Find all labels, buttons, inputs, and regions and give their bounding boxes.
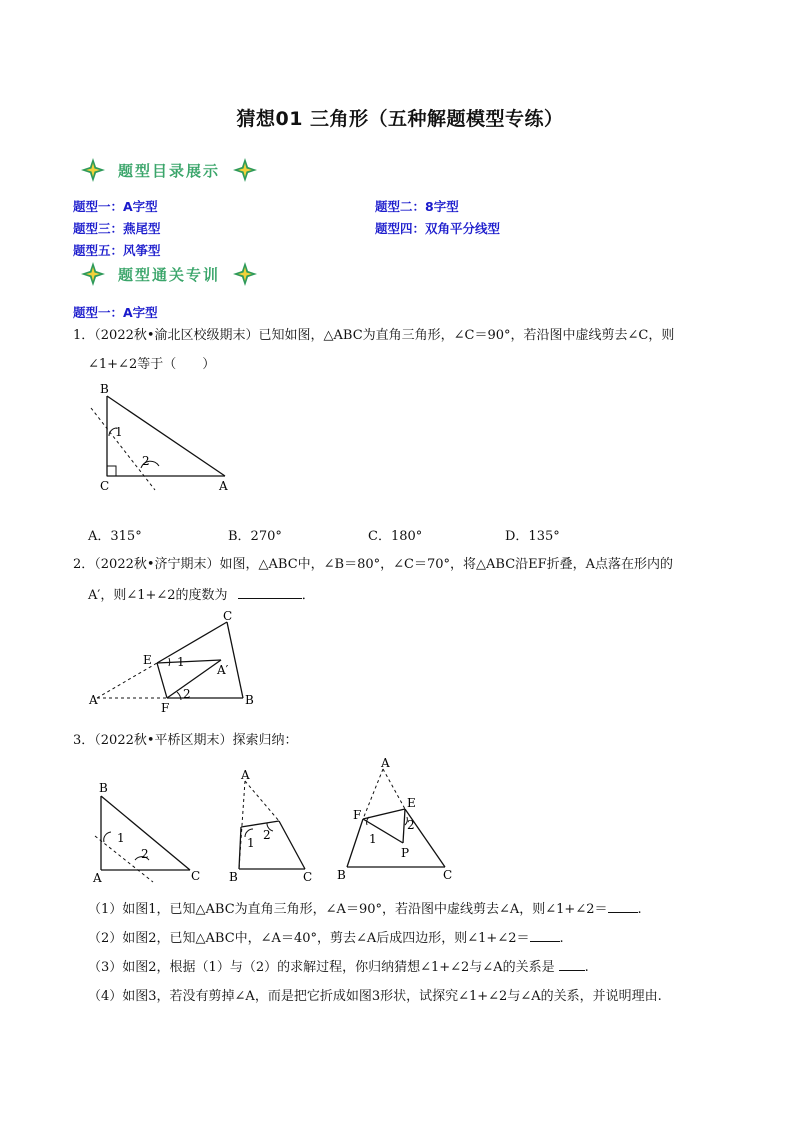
label-B: B xyxy=(99,781,108,795)
answer-blank[interactable] xyxy=(559,958,585,971)
label-B: B xyxy=(100,382,109,396)
toc-item-2[interactable]: 题型二：8字型 xyxy=(375,199,459,214)
q3-figure-2 xyxy=(225,765,325,883)
label-A: A xyxy=(381,756,390,770)
label-F: F xyxy=(353,808,362,822)
toc-item-3[interactable]: 题型三：燕尾型 xyxy=(73,221,161,236)
angle-2-label: 2 xyxy=(263,828,271,842)
label-A-prime: A′ xyxy=(217,663,229,677)
q2-figure xyxy=(85,608,275,716)
section-heading: 题型一：A字型 xyxy=(73,305,158,320)
page-title: 猜想01 三角形（五种解题模型专练） xyxy=(236,108,564,130)
question-text-end: . xyxy=(584,960,589,975)
question-1-line-1 xyxy=(73,327,674,345)
toc-banner xyxy=(80,157,258,183)
sparkle-icon xyxy=(232,157,258,183)
label-E: E xyxy=(143,653,152,667)
answer-blank[interactable] xyxy=(238,586,302,599)
drill-banner-label: 题型通关专训 xyxy=(118,265,221,284)
toc-item-1[interactable]: 题型一：A字型 xyxy=(73,199,158,214)
angle-2-label: 2 xyxy=(183,687,191,701)
label-C: C xyxy=(443,868,453,882)
question-3-part-2 xyxy=(88,929,564,948)
angle-2-label: 2 xyxy=(142,454,150,468)
angle-2-label: 2 xyxy=(141,847,149,861)
question-number: 3． xyxy=(73,733,95,748)
angle-1-label: 1 xyxy=(369,832,377,846)
label-P: P xyxy=(401,846,410,860)
label-F: F xyxy=(161,701,170,715)
sparkle-icon xyxy=(80,261,106,287)
label-A: A xyxy=(93,871,102,883)
label-A: A xyxy=(219,479,228,493)
angle-1-label: 1 xyxy=(247,836,255,850)
angle-2-label: 2 xyxy=(407,818,415,832)
answer-blank[interactable] xyxy=(608,900,638,913)
answer-blank[interactable] xyxy=(530,929,560,942)
label-C: C xyxy=(100,479,110,493)
question-text-end: . xyxy=(637,902,642,917)
question-text: A′，则∠1+∠2的度数为 xyxy=(88,588,228,603)
question-text: （3）如图2，根据（1）与（2）的求解过程，你归纳猜想∠1+∠2与∠A的关系是 xyxy=(88,960,555,975)
label-B: B xyxy=(337,868,346,882)
question-text: （2022秋•渝北区校级期末）已知如图，△ABC为直角三角形，∠C＝90°，若沿图中虚线剪去∠C，则 xyxy=(94,328,675,343)
label-C: C xyxy=(191,869,201,883)
label-A: A xyxy=(89,693,98,707)
question-2-line-2 xyxy=(88,586,315,605)
question-text: （1）如图1，已知△ABC为直角三角形，∠A＝90°，若沿图中虚线剪去∠A，则∠1+∠2＝ xyxy=(88,902,608,917)
option-d[interactable]: D．135° xyxy=(505,529,560,544)
q1-figure xyxy=(85,378,245,493)
label-C: C xyxy=(223,609,233,623)
q3-figure-1 xyxy=(85,778,215,883)
toc-item-4[interactable]: 题型四：双角平分线型 xyxy=(375,221,501,236)
label-B: B xyxy=(245,693,254,707)
question-3-intro xyxy=(73,732,298,750)
question-text: （2022秋•平桥区期末）探索归纳： xyxy=(94,733,298,748)
angle-1-label: 1 xyxy=(177,655,185,669)
question-3-part-4: （4）如图3，若没有剪掉∠A，而是把它折成如图3形状，试探究∠1+∠2与∠A的关系，并说明理由. xyxy=(88,989,662,1004)
option-c[interactable]: C．180° xyxy=(368,529,423,544)
label-C: C xyxy=(303,870,313,883)
question-text: （2022秋•济宁期末）如图，△ABC中，∠B＝80°，∠C＝70°，将△ABC沿EF折叠，A点落在形内的 xyxy=(94,557,674,572)
sparkle-icon xyxy=(232,261,258,287)
question-number: 2． xyxy=(73,557,95,572)
toc-item-5[interactable]: 题型五：风筝型 xyxy=(73,243,161,258)
question-text-end: ． xyxy=(301,588,315,603)
question-text: （2）如图2，已知△ABC中，∠A＝40°，剪去∠A后成四边形，则∠1+∠2＝ xyxy=(88,931,530,946)
option-a[interactable]: A．315° xyxy=(88,529,142,544)
drill-banner xyxy=(80,261,258,287)
option-b[interactable]: B．270° xyxy=(228,529,282,544)
sparkle-icon xyxy=(80,157,106,183)
question-3-part-1 xyxy=(88,900,642,919)
label-A: A xyxy=(241,768,250,782)
toc-banner-label: 题型目录展示 xyxy=(118,161,221,180)
question-2-line-1 xyxy=(73,556,673,574)
question-number: 1． xyxy=(73,328,95,343)
question-text-end: . xyxy=(559,931,564,946)
q3-figure-3 xyxy=(335,755,465,883)
label-B: B xyxy=(229,870,238,883)
angle-1-label: 1 xyxy=(117,831,125,845)
question-1-line-2: ∠1+∠2等于（ ） xyxy=(88,357,216,372)
label-E: E xyxy=(407,796,416,810)
question-3-part-3 xyxy=(88,958,589,977)
angle-1-label: 1 xyxy=(115,425,123,439)
